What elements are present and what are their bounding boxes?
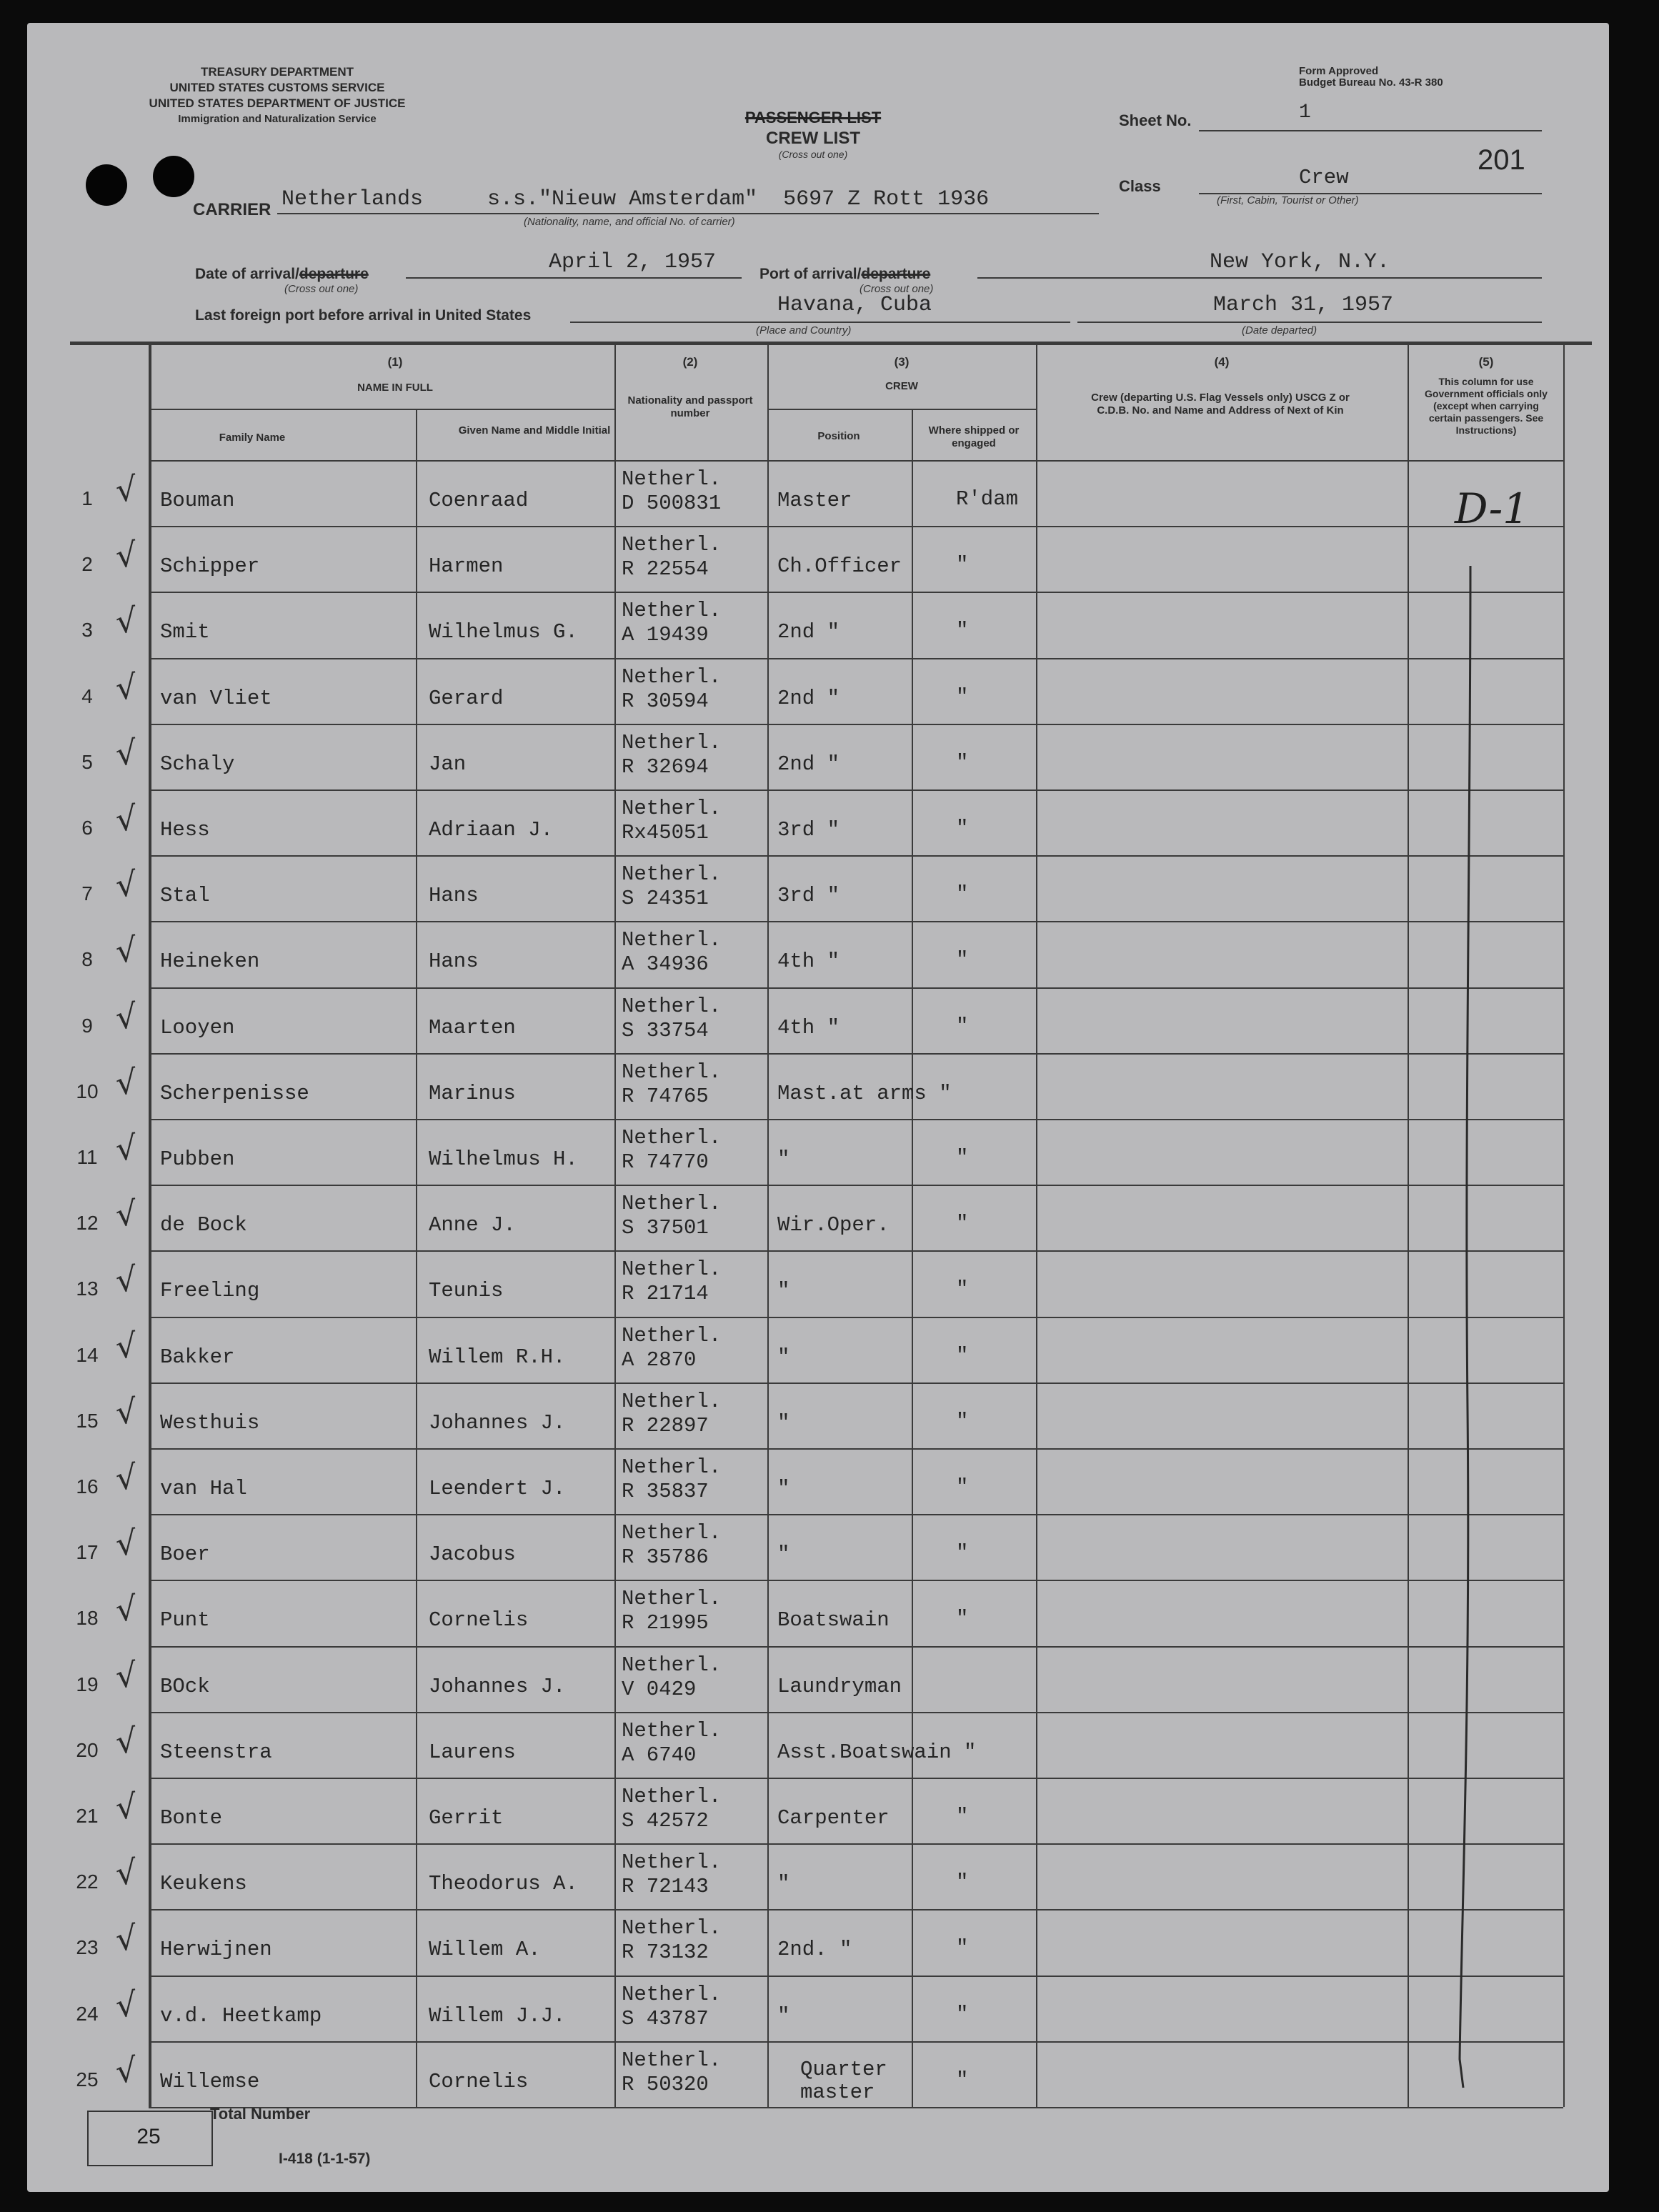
check-mark-icon: √ <box>114 600 139 642</box>
total-label: Total Number <box>210 2105 311 2123</box>
given-name: Harmen <box>429 554 504 578</box>
where-engaged: " <box>956 1805 969 1828</box>
nationality: Netherl. <box>622 862 722 886</box>
passport-number: R 30594 <box>622 689 709 713</box>
passport-number: A 19439 <box>622 623 709 647</box>
passport-number: S 24351 <box>622 887 709 910</box>
family-name: Schipper <box>160 554 260 578</box>
row-number: 21 <box>76 1805 99 1827</box>
family-name: Bonte <box>160 1806 223 1830</box>
where-engaged: " <box>956 619 969 642</box>
position: " <box>777 1345 790 1369</box>
row-number: 5 <box>81 751 93 773</box>
family-name: Boer <box>160 1543 210 1566</box>
passport-number: S 43787 <box>622 2007 709 2031</box>
arrival-port-crossed: departure <box>861 266 931 282</box>
position: " <box>777 1147 790 1171</box>
given-name: Teunis <box>429 1279 504 1302</box>
given-name: Jan <box>429 752 467 776</box>
check-mark-icon: √ <box>114 996 139 1037</box>
family-name: BOck <box>160 1675 210 1698</box>
passport-number: A 6740 <box>622 1743 697 1767</box>
punch-hole-right <box>153 156 194 197</box>
class-hint: (First, Cabin, Tourist or Other) <box>1217 194 1359 206</box>
passport-number: R 32694 <box>622 755 709 779</box>
family-name: Herwijnen <box>160 1938 272 1961</box>
check-mark-icon: √ <box>114 1325 139 1367</box>
crew-list-page <box>27 23 1609 2192</box>
position: Master <box>777 489 852 512</box>
agency-customs: UNITED STATES CUSTOMS SERVICE <box>169 81 385 94</box>
form-title: CREW LIST <box>766 129 860 148</box>
nationality: Netherl. <box>622 599 722 622</box>
passport-number: R 73132 <box>622 1941 709 1964</box>
nationality: Netherl. <box>622 1257 722 1281</box>
check-mark-icon: √ <box>114 1457 139 1498</box>
passport-number: R 74765 <box>622 1085 709 1108</box>
given-name: Theodorus A. <box>429 1872 578 1895</box>
row-number: 25 <box>76 2068 99 2091</box>
row-number: 6 <box>81 817 93 839</box>
nationality: Netherl. <box>622 533 722 557</box>
row-number: 10 <box>76 1080 99 1102</box>
position: Mast.at arms " <box>777 1082 952 1105</box>
arrival-date-value: April 2, 1957 <box>549 250 717 274</box>
check-mark-icon: √ <box>114 2050 139 2091</box>
form-title-crossed: PASSENGER LIST <box>744 109 882 126</box>
position: 2nd " <box>777 687 840 710</box>
family-name: Punt <box>160 1608 210 1632</box>
row-number: 18 <box>76 1607 99 1629</box>
nationality: Netherl. <box>622 2048 722 2072</box>
nationality: Netherl. <box>622 1521 722 1545</box>
check-mark-icon: √ <box>114 667 139 708</box>
given-name: Cornelis <box>429 2070 529 2093</box>
punch-hole-left <box>86 164 127 206</box>
check-mark-icon: √ <box>114 1259 139 1300</box>
where-engaged: " <box>956 1410 969 1433</box>
check-mark-icon: √ <box>114 930 139 971</box>
family-name: Smit <box>160 620 210 644</box>
arrival-date-crossed: departure <box>299 266 369 282</box>
nationality: Netherl. <box>622 1060 722 1084</box>
given-name: Johannes J. <box>429 1675 566 1698</box>
passport-number: S 42572 <box>622 1809 709 1833</box>
col1-num: (1) <box>387 355 403 369</box>
passport-number: V 0429 <box>622 1678 697 1701</box>
where-engaged: " <box>956 553 969 577</box>
col3-title: CREW <box>885 380 918 392</box>
col1-title: NAME IN FULL <box>357 382 433 394</box>
where-engaged: " <box>956 1344 969 1367</box>
nationality: Netherl. <box>622 1785 722 1808</box>
given-name: Anne J. <box>429 1213 516 1237</box>
family-name: Stal <box>160 884 210 907</box>
passport-number: R 50320 <box>622 2073 709 2096</box>
position: Boatswain <box>777 1608 890 1632</box>
given-name: Wilhelmus G. <box>429 620 578 644</box>
given-name: Hans <box>429 950 479 973</box>
given-name: Willem J.J. <box>429 2004 566 2028</box>
family-name: Heineken <box>160 950 260 973</box>
nationality: Netherl. <box>622 1455 722 1479</box>
position: " <box>777 1872 790 1895</box>
form-approval <box>1299 66 1443 89</box>
passport-number: R 72143 <box>622 1875 709 1898</box>
col3-position: Position <box>817 430 860 442</box>
nationality: Netherl. <box>622 797 722 820</box>
col4-num: (4) <box>1214 355 1230 369</box>
departed-value: March 31, 1957 <box>1213 293 1394 317</box>
approval-line1: Form Approved <box>1299 65 1379 77</box>
passport-number: R 35837 <box>622 1480 709 1503</box>
where-engaged: " <box>956 1146 969 1170</box>
position: 4th " <box>777 950 840 973</box>
check-mark-icon: √ <box>114 1193 139 1235</box>
form-title-note: (Cross out one) <box>778 149 848 160</box>
row-number: 23 <box>76 1936 99 1958</box>
family-name: Willemse <box>160 2070 260 2093</box>
where-engaged: " <box>956 1541 969 1565</box>
given-name: Cornelis <box>429 1608 529 1632</box>
passport-number: S 33754 <box>622 1019 709 1042</box>
given-name: Willem A. <box>429 1938 541 1961</box>
where-engaged: " <box>956 1277 969 1301</box>
position: Quarter master <box>800 2058 887 2104</box>
passport-number: D 500831 <box>622 492 722 515</box>
family-name: van Hal <box>160 1477 247 1500</box>
approval-line2: Budget Bureau No. 43-R 380 <box>1299 76 1443 89</box>
nationality: Netherl. <box>622 995 722 1018</box>
agency-ins: Immigration and Naturalization Service <box>178 113 377 125</box>
row-number: 7 <box>81 882 93 905</box>
row-number: 4 <box>81 685 93 707</box>
given-name: Marinus <box>429 1082 516 1105</box>
check-mark-icon: √ <box>114 1720 139 1762</box>
arrival-date-hint: (Cross out one) <box>284 283 359 295</box>
check-mark-icon: √ <box>114 534 139 576</box>
col2-num: (2) <box>682 355 698 369</box>
position: 4th " <box>777 1016 840 1040</box>
family-name: Looyen <box>160 1016 235 1040</box>
given-name: Laurens <box>429 1740 516 1764</box>
sheet-label: Sheet No. <box>1119 111 1192 129</box>
passport-number: S 37501 <box>622 1216 709 1240</box>
passport-number: R 22554 <box>622 557 709 581</box>
given-name: Wilhelmus H. <box>429 1147 578 1171</box>
last-port-hint: (Place and Country) <box>756 324 852 337</box>
family-name: van Vliet <box>160 687 272 710</box>
passport-number: R 21995 <box>622 1611 709 1635</box>
family-name: Scherpenisse <box>160 1082 309 1105</box>
nationality: Netherl. <box>622 1192 722 1215</box>
departed-hint: (Date departed) <box>1242 324 1317 337</box>
position: " <box>777 1477 790 1500</box>
annotation-d1: D-1 <box>1455 484 1530 533</box>
given-name: Maarten <box>429 1016 516 1040</box>
position: Laundryman <box>777 1675 902 1698</box>
row-number: 17 <box>76 1541 99 1563</box>
family-name: Pubben <box>160 1147 235 1171</box>
sheet-value: 1 <box>1299 101 1311 124</box>
position: Ch.Officer <box>777 554 902 578</box>
where-engaged: " <box>956 1015 969 1038</box>
check-mark-icon: √ <box>114 1588 139 1630</box>
position: " <box>777 1279 790 1302</box>
passport-number: R 35786 <box>622 1545 709 1569</box>
nationality: Netherl. <box>622 1719 722 1743</box>
position: Asst.Boatswain " <box>777 1740 977 1764</box>
where-engaged: " <box>956 1870 969 1894</box>
position: 3rd " <box>777 884 840 907</box>
check-mark-icon: √ <box>114 798 139 840</box>
family-name: Schaly <box>160 752 235 776</box>
arrival-date-label <box>195 266 369 283</box>
nationality: Netherl. <box>622 1390 722 1413</box>
carrier-hint: (Nationality, name, and official No. of carrier) <box>524 216 735 228</box>
nationality: Netherl. <box>622 928 722 952</box>
check-mark-icon: √ <box>114 1984 139 2026</box>
col3-num: (3) <box>894 355 910 369</box>
row-number: 2 <box>81 553 93 575</box>
nationality: Netherl. <box>622 1916 722 1940</box>
check-mark-icon: √ <box>114 864 139 905</box>
row-number: 24 <box>76 2003 99 2025</box>
passport-number: R 22897 <box>622 1414 709 1438</box>
agency-justice: UNITED STATES DEPARTMENT OF JUSTICE <box>149 96 406 110</box>
check-mark-icon: √ <box>114 1523 139 1564</box>
arrival-port-label-text: Port of arrival/ <box>759 266 862 282</box>
last-port-value: Havana, Cuba <box>777 293 932 317</box>
where-engaged: " <box>956 817 969 840</box>
where-engaged: " <box>956 1475 969 1499</box>
nationality: Netherl. <box>622 1126 722 1150</box>
row-number: 12 <box>76 1212 99 1234</box>
passport-number: R 21714 <box>622 1282 709 1305</box>
where-engaged: " <box>956 685 969 709</box>
position: " <box>777 2004 790 2028</box>
where-engaged: " <box>956 882 969 906</box>
row-number: 20 <box>76 1739 99 1761</box>
col2-title: Nationality and passport number <box>627 394 753 419</box>
where-engaged: " <box>956 1212 969 1235</box>
given-name: Adriaan J. <box>429 818 554 842</box>
col5-num: (5) <box>1478 355 1494 369</box>
given-name: Willem R.H. <box>429 1345 566 1369</box>
passport-number: A 34936 <box>622 952 709 976</box>
carrier-value: Netherlands s.s."Nieuw Amsterdam" 5697 Z Rott 1936 <box>282 187 990 211</box>
check-mark-icon: √ <box>114 469 139 510</box>
position: " <box>777 1543 790 1566</box>
passport-number: A 2870 <box>622 1348 697 1372</box>
form-number: I-418 (1-1-57) <box>279 2151 371 2167</box>
check-mark-icon: √ <box>114 1852 139 1893</box>
check-mark-icon: √ <box>114 1786 139 1828</box>
given-name: Jacobus <box>429 1543 516 1566</box>
family-name: Freeling <box>160 1279 260 1302</box>
class-value: Crew <box>1299 166 1349 189</box>
passport-number: Rx45051 <box>622 821 709 845</box>
where-engaged: R'dam <box>956 487 1019 511</box>
family-name: Westhuis <box>160 1411 260 1435</box>
nationality: Netherl. <box>622 467 722 491</box>
row-number: 15 <box>76 1410 99 1432</box>
class-label: Class <box>1119 177 1161 195</box>
where-engaged: " <box>956 1607 969 1630</box>
family-name: Keukens <box>160 1872 247 1895</box>
given-name: Gerrit <box>429 1806 504 1830</box>
position: 3rd " <box>777 818 840 842</box>
row-number: 8 <box>81 948 93 970</box>
nationality: Netherl. <box>622 731 722 754</box>
row-number: 14 <box>76 1344 99 1366</box>
col3-where: Where shipped or engaged <box>928 424 1020 449</box>
handdrawn-line <box>1420 552 1506 2102</box>
row-number: 16 <box>76 1475 99 1498</box>
agency-header <box>91 64 463 127</box>
family-name: Hess <box>160 818 210 842</box>
carrier-label: CARRIER <box>193 200 271 219</box>
where-engaged: " <box>956 751 969 774</box>
last-port-label: Last foreign port before arrival in United States <box>195 307 532 324</box>
check-mark-icon: √ <box>114 1918 139 1959</box>
total-value: 25 <box>136 2125 161 2148</box>
check-mark-icon: √ <box>114 1062 139 1103</box>
where-engaged: " <box>956 2003 969 2026</box>
arrival-port-label <box>759 266 930 283</box>
arrival-port-value: New York, N.Y. <box>1210 250 1390 274</box>
agency-treasury: TREASURY DEPARTMENT <box>200 65 354 79</box>
given-name: Leendert J. <box>429 1477 566 1500</box>
where-engaged: " <box>956 2068 969 2092</box>
family-name: Bouman <box>160 489 235 512</box>
col1-family: Family Name <box>219 432 286 444</box>
where-engaged: " <box>956 1936 969 1960</box>
nationality: Netherl. <box>622 1983 722 2006</box>
nationality: Netherl. <box>622 1653 722 1677</box>
col5-title: This column for use Government officials only (except when carrying certain passengers. See Instructions) <box>1425 376 1548 436</box>
arrival-date-label-text: Date of arrival/ <box>195 266 299 282</box>
family-name: de Bock <box>160 1213 247 1237</box>
col1-given: Given Name and Middle Initial <box>458 424 611 437</box>
row-number: 1 <box>81 487 93 509</box>
given-name: Johannes J. <box>429 1411 566 1435</box>
row-number: 19 <box>76 1673 99 1695</box>
family-name: Bakker <box>160 1345 235 1369</box>
family-name: Steenstra <box>160 1740 272 1764</box>
check-mark-icon: √ <box>114 1391 139 1433</box>
arrival-port-hint: (Cross out one) <box>860 283 934 295</box>
passport-number: R 74770 <box>622 1150 709 1174</box>
position: 2nd " <box>777 620 840 644</box>
nationality: Netherl. <box>622 665 722 689</box>
row-number: 22 <box>76 1870 99 1893</box>
given-name: Gerard <box>429 687 504 710</box>
row-number: 11 <box>76 1146 98 1168</box>
col4-title: Crew (departing U.S. Flag Vessels only) USCG Z or C.D.B. No. and Name and Address of Next of Kin <box>1091 392 1350 417</box>
position: " <box>777 1411 790 1435</box>
row-number: 13 <box>76 1277 99 1300</box>
nationality: Netherl. <box>622 1850 722 1874</box>
position: Wir.Oper. <box>777 1213 890 1237</box>
check-mark-icon: √ <box>114 1127 139 1169</box>
check-mark-icon: √ <box>114 1655 139 1696</box>
position: Carpenter <box>777 1806 890 1830</box>
where-engaged: " <box>956 948 969 972</box>
nationality: Netherl. <box>622 1587 722 1610</box>
class-stamp: 201 <box>1478 144 1525 176</box>
row-number: 9 <box>81 1015 93 1037</box>
family-name: v.d. Heetkamp <box>160 2004 322 2028</box>
form-title-block <box>706 109 920 160</box>
check-mark-icon: √ <box>114 732 139 774</box>
given-name: Hans <box>429 884 479 907</box>
given-name: Coenraad <box>429 489 529 512</box>
position: 2nd " <box>777 752 840 776</box>
nationality: Netherl. <box>622 1324 722 1347</box>
row-number: 3 <box>81 619 93 641</box>
position: 2nd. " <box>777 1938 852 1961</box>
